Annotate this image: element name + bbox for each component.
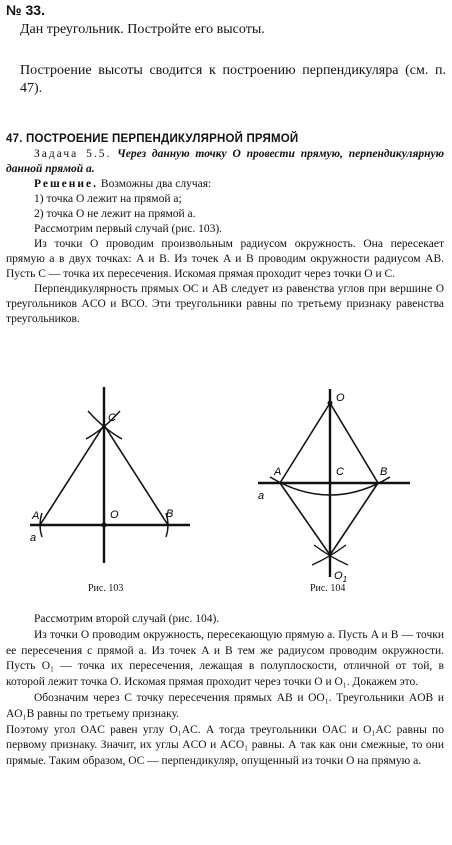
task-number: № 33. (6, 2, 45, 18)
continuation-text (0, 612, 452, 770)
case-1: 1) точка O лежит на прямой a; (34, 193, 182, 205)
fig104-segment-ao1 (280, 483, 330, 555)
paragraph-4: Обозначим через C точку пересечения прямых AB и OO₁. Треугольники AOB и AO₁B равны по третьему признаку. (6, 691, 444, 720)
fig103-segment-ac (40, 425, 104, 525)
fig103-label-b: B (166, 508, 174, 520)
fig104-label-c: C (336, 466, 344, 478)
solution-label: Решение. (34, 178, 99, 190)
case-2: 2) точка O не лежит на прямой a. (34, 208, 196, 220)
solution-line (6, 177, 444, 192)
fig104-segment-bo1 (330, 483, 378, 555)
fig103-point-o (102, 523, 107, 528)
problem (6, 147, 444, 177)
paragraph-2: Перпендикулярность прямых OC и AB следует из равенства углов при вершине O треугольников ACO и BCO. Эти треугольники равны по третьему признаку равенства треугольников. (6, 283, 444, 325)
fig104-label-o: O (336, 392, 345, 404)
fig103-label-a-line: a (30, 532, 37, 544)
fig104-label-a-line: a (258, 490, 265, 502)
fig103-label-c: C (108, 412, 116, 424)
figure-104 (250, 385, 420, 585)
figure-103 (10, 385, 210, 565)
paragraph-5: Поэтому угол OAC равен углу O₁AC. А тогда треугольники OAC и O₁AC равны по первому признаку. Значит, их углы ACO и ACO₁ равны. А так как они смежные, то они прямые. Таким образом, OC — перпендикуляр, опущенный из точки O на прямую a. (6, 723, 444, 768)
section-heading: 47. ПОСТРОЕНИЕ ПЕРПЕНДИКУЛЯРНОЙ ПРЯМОЙ (6, 133, 299, 145)
fig103-label-a: A (32, 510, 40, 522)
fig104-label-a: A (274, 466, 282, 478)
fig104-label-o1: $O_1$ (334, 570, 348, 584)
fig104-label-b: B (380, 466, 388, 478)
paragraph-3: Из точки O проводим окружность, пересекающую прямую a. Пусть A и B — точки ее пересечения с прямой a. Из точек A и B тем же радиусом проводим окружности. Пусть O₁ — точка их пересечения, лежащая в полуплоскости, отличной от той, в которой лежит точка O. Искомая прямая проходит через точки O и O₁. Докажем это. (6, 628, 444, 689)
consider-first: Рассмотрим первый случай (рис. 103). (34, 223, 223, 235)
consider-second: Рассмотрим второй случай (рис. 104). (34, 613, 220, 625)
fig104-segment-oa (280, 403, 330, 483)
textbook-excerpt (0, 132, 452, 327)
fig103-caption: Рис. 103 (88, 583, 124, 594)
paragraph-1: Из точки O проводим произвольным радиусом окружность. Она пересекает прямую a в двух точках: A и B. Из точек A и B проводим окружности радиусом AB. Пусть C — точка их пересечения. Искомая прямая проходит через точки O и C. (6, 238, 444, 280)
fig104-caption: Рис. 104 (310, 583, 346, 594)
fig103-label-o: O (110, 509, 119, 521)
problem-text: Через данную точку O провести прямую, перпендикулярную данной прямой a. (6, 148, 445, 175)
fig104-point-o (328, 401, 333, 406)
solution-intro: Возможны два случая: (100, 178, 212, 190)
task-answer: Построение высоты сводится к построению перпендикуляра (см. п. 47). (20, 63, 446, 96)
task-statement: Дан треугольник. Постройте его высоты. (20, 22, 265, 37)
problem-label: Задача 5.5. (34, 148, 112, 160)
